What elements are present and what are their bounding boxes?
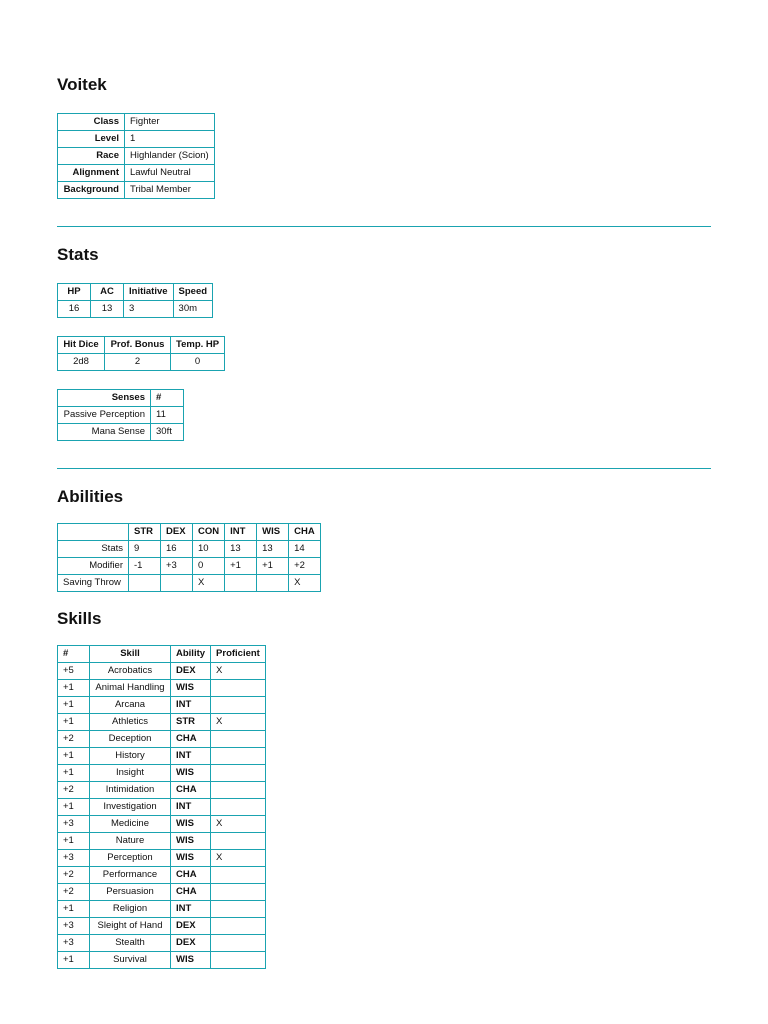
skill-ability: WIS (171, 833, 211, 850)
skill-proficient (211, 901, 266, 918)
ability-cell: -1 (129, 558, 161, 575)
skill-modifier: +1 (58, 714, 90, 731)
skill-row (58, 850, 266, 867)
info-row-level (58, 131, 215, 148)
dice-values-row (58, 354, 225, 371)
skill-name: Athletics (90, 714, 171, 731)
combat-stats-table (57, 283, 213, 318)
info-label: Alignment (58, 165, 125, 182)
skill-row (58, 935, 266, 952)
info-row-race (58, 148, 215, 165)
dice-header: Prof. Bonus (105, 337, 171, 354)
info-value: Highlander (Scion) (125, 148, 215, 165)
skill-ability: INT (171, 799, 211, 816)
senses-header: # (151, 390, 184, 407)
skill-modifier: +1 (58, 680, 90, 697)
ability-cell: 16 (161, 541, 193, 558)
skill-row (58, 867, 266, 884)
skills-header: Ability (171, 646, 211, 663)
skill-modifier: +1 (58, 952, 90, 969)
skills-header: Skill (90, 646, 171, 663)
skill-ability: WIS (171, 952, 211, 969)
sense-value: 30ft (151, 424, 184, 441)
skill-ability: WIS (171, 680, 211, 697)
abilities-modifier-row (58, 558, 321, 575)
skill-modifier: +3 (58, 816, 90, 833)
skill-ability: CHA (171, 731, 211, 748)
section-divider (57, 468, 711, 469)
skill-modifier: +2 (58, 867, 90, 884)
skill-proficient: X (211, 850, 266, 867)
row-label: Saving Throw (58, 575, 129, 592)
ability-cell: X (193, 575, 225, 592)
stats-heading: Stats (57, 245, 99, 264)
skill-row (58, 901, 266, 918)
skill-name: Deception (90, 731, 171, 748)
skill-row (58, 833, 266, 850)
combat-header: AC (91, 284, 124, 301)
ability-cell: +1 (257, 558, 289, 575)
skill-name: History (90, 748, 171, 765)
ability-cell: +1 (225, 558, 257, 575)
skill-name: Perception (90, 850, 171, 867)
skill-name: Arcana (90, 697, 171, 714)
skill-row (58, 782, 266, 799)
ability-cell (161, 575, 193, 592)
abilities-corner (58, 524, 129, 541)
info-value: Tribal Member (125, 182, 215, 199)
prof-bonus-value: 2 (105, 354, 171, 371)
skill-row (58, 714, 266, 731)
skill-modifier: +5 (58, 663, 90, 680)
skill-name: Nature (90, 833, 171, 850)
skill-name: Survival (90, 952, 171, 969)
ability-header: WIS (257, 524, 289, 541)
ability-cell: X (289, 575, 321, 592)
skill-name: Investigation (90, 799, 171, 816)
ac-value: 13 (91, 301, 124, 318)
info-value: 1 (125, 131, 215, 148)
senses-header: Senses (58, 390, 151, 407)
sense-value: 11 (151, 407, 184, 424)
skill-row (58, 799, 266, 816)
sense-label: Passive Perception (58, 407, 151, 424)
ability-cell: 10 (193, 541, 225, 558)
skill-ability: CHA (171, 884, 211, 901)
skill-modifier: +1 (58, 833, 90, 850)
ability-cell: +3 (161, 558, 193, 575)
skill-name: Performance (90, 867, 171, 884)
skills-heading: Skills (57, 609, 102, 628)
info-label: Background (58, 182, 125, 199)
info-row-background (58, 182, 215, 199)
skill-proficient (211, 833, 266, 850)
skill-ability: DEX (171, 935, 211, 952)
info-row-class (58, 114, 215, 131)
skill-row (58, 680, 266, 697)
sense-label: Mana Sense (58, 424, 151, 441)
ability-cell (225, 575, 257, 592)
skill-ability: INT (171, 748, 211, 765)
hp-value: 16 (58, 301, 91, 318)
dice-header: Temp. HP (171, 337, 225, 354)
skill-ability: WIS (171, 816, 211, 833)
abilities-table (57, 523, 321, 592)
skill-modifier: +1 (58, 748, 90, 765)
skill-ability: WIS (171, 765, 211, 782)
skill-modifier: +1 (58, 799, 90, 816)
info-value: Lawful Neutral (125, 165, 215, 182)
temp-hp-value: 0 (171, 354, 225, 371)
skill-proficient (211, 680, 266, 697)
dice-table (57, 336, 225, 371)
skill-name: Persuasion (90, 884, 171, 901)
ability-header: DEX (161, 524, 193, 541)
senses-table (57, 389, 184, 441)
skill-ability: STR (171, 714, 211, 731)
ability-cell: 13 (257, 541, 289, 558)
skill-modifier: +3 (58, 918, 90, 935)
info-value: Fighter (125, 114, 215, 131)
skill-modifier: +2 (58, 884, 90, 901)
skill-ability: INT (171, 901, 211, 918)
skill-proficient (211, 935, 266, 952)
skill-row (58, 697, 266, 714)
skill-name: Acrobatics (90, 663, 171, 680)
skill-proficient (211, 884, 266, 901)
skill-ability: INT (171, 697, 211, 714)
skill-proficient (211, 867, 266, 884)
skill-proficient (211, 731, 266, 748)
skill-row (58, 765, 266, 782)
skill-row (58, 952, 266, 969)
combat-header: Initiative (124, 284, 174, 301)
ability-cell (129, 575, 161, 592)
skill-modifier: +1 (58, 765, 90, 782)
skill-row (58, 731, 266, 748)
combat-values-row (58, 301, 213, 318)
skill-ability: CHA (171, 867, 211, 884)
skill-name: Stealth (90, 935, 171, 952)
abilities-stats-row (58, 541, 321, 558)
skills-table (57, 645, 266, 969)
skill-modifier: +2 (58, 782, 90, 799)
skill-ability: DEX (171, 918, 211, 935)
skill-name: Animal Handling (90, 680, 171, 697)
skill-proficient (211, 765, 266, 782)
skill-proficient: X (211, 714, 266, 731)
senses-row (58, 407, 184, 424)
skills-header: # (58, 646, 90, 663)
skill-modifier: +2 (58, 731, 90, 748)
row-label: Modifier (58, 558, 129, 575)
skill-name: Intimidation (90, 782, 171, 799)
dice-header: Hit Dice (58, 337, 105, 354)
skill-row (58, 748, 266, 765)
skills-header: Proficient (211, 646, 266, 663)
skill-name: Insight (90, 765, 171, 782)
ability-header: STR (129, 524, 161, 541)
character-name: Voitek (57, 75, 107, 94)
skill-proficient: X (211, 816, 266, 833)
skill-name: Medicine (90, 816, 171, 833)
section-divider (57, 226, 711, 227)
skill-modifier: +3 (58, 850, 90, 867)
ability-cell: 9 (129, 541, 161, 558)
skill-name: Religion (90, 901, 171, 918)
senses-row (58, 424, 184, 441)
initiative-value: 3 (124, 301, 174, 318)
info-row-alignment (58, 165, 215, 182)
combat-header: Speed (173, 284, 213, 301)
skill-ability: DEX (171, 663, 211, 680)
ability-cell: 13 (225, 541, 257, 558)
skill-proficient (211, 748, 266, 765)
ability-header: CON (193, 524, 225, 541)
abilities-saving-throw-row (58, 575, 321, 592)
ability-cell: 14 (289, 541, 321, 558)
skill-row (58, 663, 266, 680)
skill-ability: CHA (171, 782, 211, 799)
skill-proficient (211, 799, 266, 816)
skill-modifier: +1 (58, 901, 90, 918)
skill-proficient: X (211, 663, 266, 680)
speed-value: 30m (173, 301, 213, 318)
ability-header: CHA (289, 524, 321, 541)
ability-header: INT (225, 524, 257, 541)
skill-row (58, 816, 266, 833)
info-label: Race (58, 148, 125, 165)
skill-name: Sleight of Hand (90, 918, 171, 935)
skill-proficient (211, 918, 266, 935)
skill-modifier: +3 (58, 935, 90, 952)
skill-proficient (211, 952, 266, 969)
row-label: Stats (58, 541, 129, 558)
skill-modifier: +1 (58, 697, 90, 714)
hit-dice-value: 2d8 (58, 354, 105, 371)
skill-proficient (211, 782, 266, 799)
skill-row (58, 884, 266, 901)
ability-cell: +2 (289, 558, 321, 575)
info-label: Class (58, 114, 125, 131)
skill-proficient (211, 697, 266, 714)
abilities-heading: Abilities (57, 487, 124, 506)
ability-cell: 0 (193, 558, 225, 575)
skill-ability: WIS (171, 850, 211, 867)
character-info-table (57, 113, 215, 199)
combat-header: HP (58, 284, 91, 301)
ability-cell (257, 575, 289, 592)
skill-row (58, 918, 266, 935)
info-label: Level (58, 131, 125, 148)
